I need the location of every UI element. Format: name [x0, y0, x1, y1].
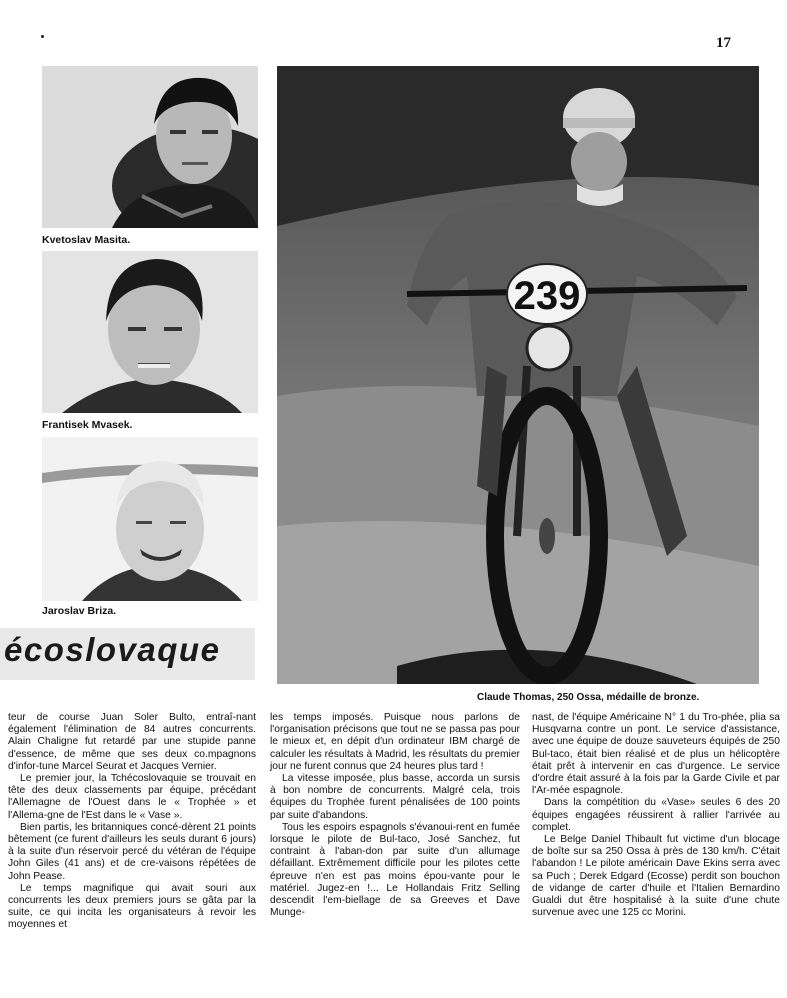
portrait-caption-mvasek: Frantisek Mvasek.	[42, 419, 133, 431]
article-paragraph: Tous les espoirs espagnols s'évanoui-rent en fumée lorsque le pilote de Bul-taco, José Sanchez, fut contraint à l'aban-don par suite d'un allumage défaillant. Extrêmement difficile pour les pilotes cette épreuve n'en est pas moins épou-vante pour le matériel. Jugez-en !... Le Hollandais Fritz Selling descendit l'em-biellage de sa Greeves et Dave Munge-	[270, 821, 520, 919]
print-speck	[41, 35, 44, 38]
portrait-caption-briza: Jaroslav Briza.	[42, 605, 117, 617]
main-photo-motorcycle	[277, 66, 759, 684]
article-paragraph: Dans la compétition du «Vase» seules 6 des 20 équipes engagées réussirent à rallier l'arrivée au complet.	[532, 797, 780, 833]
race-number: 239	[513, 274, 581, 318]
article-paragraph: Le Belge Daniel Thibault fut victime d'un blocage de boîte sur sa 250 Ossa à près de 130 km/h. C'était l'abandon ! Le pilote américain Dave Ekins serra avec sa Puch ; Derek Edgard (Ecosse) perdit son bouchon de vidange de carter d'huile et l'Italien Bernardino Gualdi dut être hospitalisé à la suite d'une chute survenue avec une 125 cc Morini.	[532, 834, 780, 919]
article-column-2	[270, 712, 520, 919]
portrait-photo-briza	[42, 437, 258, 601]
article-paragraph: La vitesse imposée, plus basse, accorda un sursis à bon nombre de concurrents. Malgré cela, trois équipes du Trophée furent pénalisées de 100 points par suite d'abandons.	[270, 773, 520, 821]
headline-banner	[0, 628, 255, 680]
portrait-photo-masita	[42, 66, 258, 228]
article-paragraph: Bien partis, les britanniques concé-dèrent 21 points bêtement (ce furent d'ailleurs les seuls durant 6 jours) à la suite d'un réservoir percé du vétéran de l'équipe John Giles (41 ans) et de cre-vaisons répétées de John Pease.	[8, 821, 256, 882]
article-paragraph: nast, de l'équipe Américaine N° 1 du Tro-phée, plia sa Husqvarna contre un pont. Le service d'assistance, avec une équipe de douze sauveteurs équipés de 250 Bul-taco, était bien réalisé et de plus un hélicoptère était prêt à intervenir en cas d'urgence. Le service d'ordre était assuré à la fois par la Garde Civile et par l'Ar-mée espagnole.	[532, 712, 780, 797]
article-column-1	[8, 712, 256, 932]
main-photo-caption: Claude Thomas, 250 Ossa, médaille de bronze.	[477, 692, 700, 703]
portrait-photo-mvasek	[42, 251, 258, 413]
article-paragraph: Le premier jour, la Tchécoslovaquie se trouvait en tête des deux classements par équipe, précédant l'Allemagne de l'Ouest dans le « Trophée » et l'Allema-gne de l'Est dans le « Vase ».	[8, 773, 256, 821]
headline-text: écoslovaque	[4, 631, 221, 668]
article-paragraph: Le temps magnifique qui avait souri aux concurrents les deux premiers jours se gâta par la suite, ce qui incita les organisateurs à revoir les moyennes et	[8, 882, 256, 931]
article-column-3	[532, 712, 780, 919]
article-paragraph: teur de course Juan Soler Bulto, entraî-nant également l'élimination de 84 autres concurrents. Alain Chaligne fut retardé par une stupide panne d'essence, de même que ses deux co.mpagnons d'infor-tune Marcel Seurat et Jacques Vernier.	[8, 712, 256, 772]
portrait-caption-masita: Kvetoslav Masita.	[42, 234, 131, 246]
article-paragraph: les temps imposés. Puisque nous parlons de l'organisation précisons que tout ne se passa pas pour le mieux et, en dépit d'un ordinateur IBM chargé de calculer les résultats à Madrid, les résultats du premier jour ne furent connus que 24 heures plus tard !	[270, 712, 520, 772]
page-number: 17	[716, 35, 731, 51]
